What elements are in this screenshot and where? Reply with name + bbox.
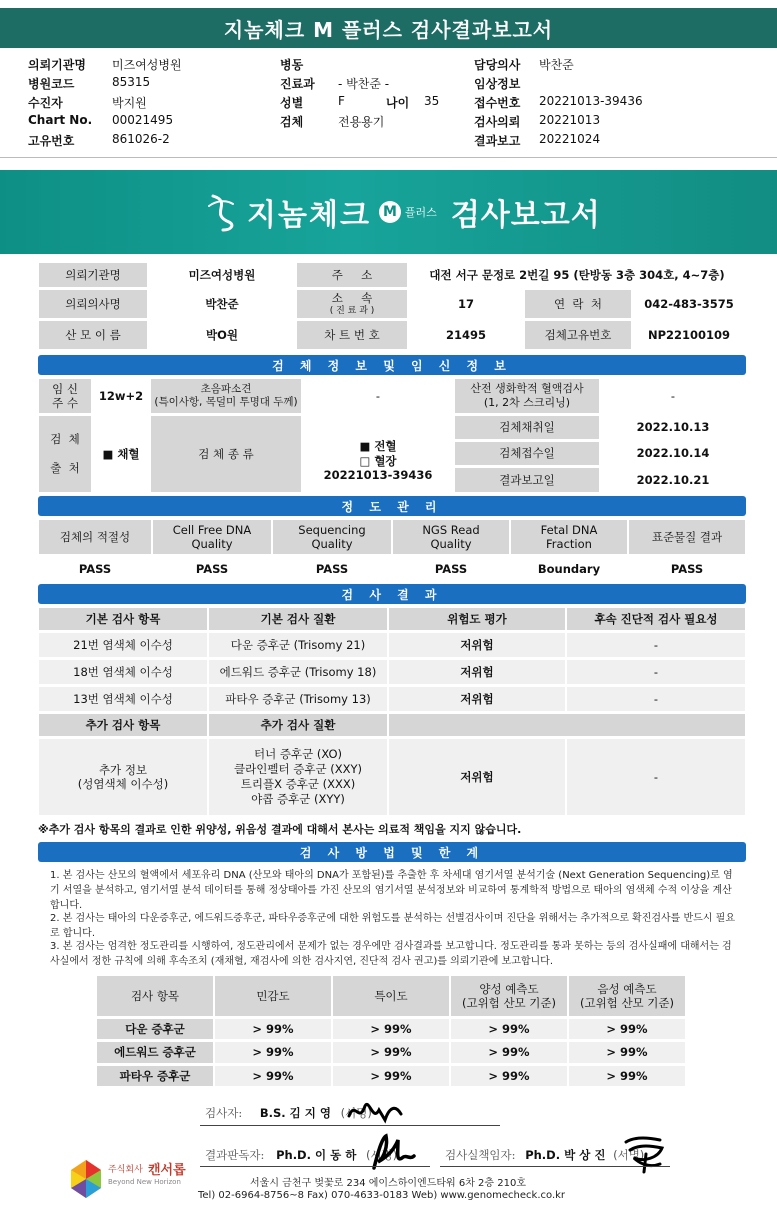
label-age: 나이 <box>386 96 410 110</box>
perf-npv-down: > 99% <box>568 1018 686 1040</box>
perf-header-specificity: 특이도 <box>332 975 450 1017</box>
banner-title: 검사보고서 <box>450 198 601 233</box>
value-affiliation: 17 <box>408 289 524 319</box>
label-chart-no: Chart No. <box>28 113 93 127</box>
result-header-risk: 위험도 평가 <box>388 607 566 631</box>
label-affiliation-sub: ( 진 료 과 ) <box>329 305 375 316</box>
perf-spec-edwards: > 99% <box>332 1041 450 1064</box>
result-item-21: 21번 염색체 이수성 <box>38 632 208 658</box>
qc-value-fetal-fraction: Boundary <box>510 556 628 582</box>
sign-reviewer-tail: (서명) <box>365 1148 398 1162</box>
perf-npv-edwards: > 99% <box>568 1041 686 1064</box>
label-affiliation <box>296 289 408 319</box>
section-specimen-info: 검 체 정 보 및 임 신 정 보 <box>38 355 746 375</box>
value-request-date: 20221013 <box>539 113 601 127</box>
perf-sens-down: > 99% <box>214 1018 332 1040</box>
perf-item-patau: 파타우 증후군 <box>96 1065 214 1087</box>
result-risk-21: 저위험 <box>388 632 566 658</box>
label-collection-date: 검체채취일 <box>454 415 600 440</box>
value-sex: F <box>338 94 345 108</box>
result-item-18: 18번 염색체 이수성 <box>38 659 208 685</box>
sign-tester-line <box>200 1125 500 1126</box>
label-request-date: 검사의뢰 <box>474 115 521 129</box>
section-quality-control: 정 도 관 리 <box>38 496 746 516</box>
value-report-date: 20221024 <box>539 132 601 146</box>
patient-info <box>28 56 768 152</box>
result-disease-13: 파타우 증후군 (Trisomy 13) <box>208 686 388 712</box>
banner <box>0 170 777 254</box>
label-ultrasound: 초음파소견 (특이사항, 목덜미 투명대 두께) <box>150 378 302 414</box>
label-doctor-name: 의뢰의사명 <box>38 289 148 319</box>
label-affiliation-main: 소 속 <box>331 291 373 306</box>
value-institution-name: 미즈여성병원 <box>148 262 296 288</box>
perf-header-item: 검사 항목 <box>96 975 214 1017</box>
sign-director-tail: (서명) <box>613 1148 645 1162</box>
additional-diseases: 터너 증후군 (XO) 클라인펠터 증후군 (XXY) 트리플X 증후군 (XXX) 야콥 증후군 (XYY) <box>208 738 388 816</box>
label-doctor: 담당의사 <box>474 58 521 72</box>
result-risk-13: 저위험 <box>388 686 566 712</box>
qc-header-fetal-fraction: Fetal DNA Fraction <box>510 519 628 555</box>
perf-header-sensitivity: 민감도 <box>214 975 332 1017</box>
label-specimen-id: 검체고유번호 <box>524 320 632 350</box>
label-institution-name: 의뢰기관명 <box>38 262 148 288</box>
value-screening: - <box>600 378 746 414</box>
section-results: 검 사 결 과 <box>38 584 746 604</box>
value-specimen: 전용용기 <box>338 115 385 129</box>
report-title: 지놈체크 M 플러스 검사결과보고서 <box>0 8 777 48</box>
value-gestational-age: 12w+2 <box>92 378 150 414</box>
sign-tester-tail: (서명) <box>340 1106 372 1120</box>
label-clinical-info: 임상정보 <box>474 77 521 91</box>
cancerrop-logo-icon <box>68 1158 104 1200</box>
sign-reviewer-label: 결과판독자: <box>205 1148 265 1162</box>
result-risk-18: 저위험 <box>388 659 566 685</box>
label-receipt-no: 접수번호 <box>474 96 521 110</box>
sign-tester-name: B.S. 김 지 영 <box>259 1106 331 1120</box>
company-tagline: Beyond New Horizon <box>108 1178 181 1186</box>
perf-ppv-edwards: > 99% <box>450 1041 568 1064</box>
perf-spec-down: > 99% <box>332 1018 450 1040</box>
sign-tester-label: 검사자: <box>205 1106 243 1120</box>
qc-header-adequacy: 검체의 적절성 <box>38 519 152 555</box>
result-header-followup: 후속 진단적 검사 필요성 <box>566 607 746 631</box>
label-specimen-source: 검 체 출 처 <box>38 415 92 493</box>
label-ward: 병동 <box>280 58 304 72</box>
value-institution: 미즈여성병원 <box>112 58 182 72</box>
type-plasma: □ 혈장 <box>359 453 397 468</box>
company-contact: Tel) 02-6964-8756~8 Fax) 070-4633-0183 Web) www.genomecheck.co.kr <box>198 1190 566 1201</box>
label-specimen-type: 검 체 종 류 <box>150 415 302 493</box>
additional-header-blank <box>388 713 746 737</box>
sign-reviewer-name: Ph.D. 이 동 하 <box>276 1148 357 1162</box>
result-followup-13: - <box>566 686 746 712</box>
company-small: 주식회사 <box>108 1165 143 1175</box>
value-chart-number: 21495 <box>408 320 524 350</box>
label-institution: 의뢰기관명 <box>28 58 86 72</box>
label-screening: 산전 생화학적 혈액검사 (1, 2차 스크리닝) <box>454 378 600 414</box>
company-logo <box>68 1158 188 1200</box>
value-unique-no: 861026-2 <box>112 132 170 146</box>
perf-spec-patau: > 99% <box>332 1065 450 1087</box>
result-disease-18: 에드워드 증후군 (Trisomy 18) <box>208 659 388 685</box>
label-mother-name: 산 모 이 름 <box>38 320 148 350</box>
result-disease-21: 다운 증후군 (Trisomy 21) <box>208 632 388 658</box>
value-chart-no: 00021495 <box>112 113 174 127</box>
label-address: 주 소 <box>296 262 408 288</box>
type-whole-blood: ■ 전혈 <box>359 439 397 454</box>
label-report-date: 결과보고 <box>474 134 521 148</box>
signature-director <box>620 1134 670 1174</box>
signature-tester <box>345 1096 405 1128</box>
banner-logo <box>205 190 601 234</box>
perf-header-npv: 음성 예측도 (고위험 산모 기준) <box>568 975 686 1017</box>
label-sex: 성별 <box>280 96 304 110</box>
label-result-date: 결과보고일 <box>454 467 600 493</box>
value-doctor-name: 박찬준 <box>148 289 296 319</box>
label-unique-no: 고유번호 <box>28 134 75 148</box>
additional-followup: - <box>566 738 746 816</box>
perf-npv-patau: > 99% <box>568 1065 686 1087</box>
label-specimen: 검체 <box>280 115 304 129</box>
sign-director <box>445 1147 644 1163</box>
result-followup-18: - <box>566 659 746 685</box>
company-address: 서울시 금천구 벚꽃로 234 에이스하이엔드타워 6차 2층 210호 <box>250 1178 527 1189</box>
banner-plus: 플러스 <box>404 206 437 219</box>
label-contact: 연 락 처 <box>524 289 632 319</box>
qc-value-ngs: PASS <box>392 556 510 582</box>
additional-header-disease: 추가 검사 질환 <box>208 713 388 737</box>
sign-reviewer-line <box>200 1166 430 1167</box>
label-department: 진료과 <box>280 77 315 91</box>
qc-header-sequencing: Sequencing Quality <box>272 519 392 555</box>
method-2: 2. 본 검사는 태아의 다운증후군, 에드워드증후군, 파타우증후군에 대한 위험도를 분석하는 선별검사이며 진단을 위해서는 추가적으로 확진검사를 반드시 필요로 합니다. <box>50 913 735 939</box>
value-doctor: 박찬준 <box>539 58 574 72</box>
qc-value-adequacy: PASS <box>38 556 152 582</box>
label-patient: 수진자 <box>28 96 63 110</box>
value-ultrasound: - <box>302 378 454 414</box>
section-methods: 검 사 방 법 및 한 계 <box>38 842 746 862</box>
value-result-date: 2022.10.21 <box>600 467 746 493</box>
value-specimen-id: NP22100109 <box>632 320 746 350</box>
perf-item-edwards: 에드워드 증후군 <box>96 1041 214 1064</box>
value-receipt-no: 20221013-39436 <box>539 94 643 108</box>
qc-value-sequencing: PASS <box>272 556 392 582</box>
label-hospital-code: 병원코드 <box>28 77 75 91</box>
disclaimer: ※추가 검사 항목의 결과로 인한 위양성, 위음성 결과에 대해서 본사는 의료적 책임을 지지 않습니다. <box>38 823 522 836</box>
qc-value-cfdna: PASS <box>152 556 272 582</box>
sign-director-name: Ph.D. 박 상 진 <box>525 1148 606 1162</box>
method-3: 3. 본 검사는 엄격한 정도관리를 시행하여, 정도관리에서 문제가 없는 경우에만 검사결과를 보고합니다. 정도관리를 통과 못하는 등의 검사실패에 대해서는 검사실에서 정한 규칙에 의해 후속조치 (재채혈, 재검사에 의한 검사지연, 진단적 검사 권고)를 의뢰기관에 보고합니다. <box>50 941 732 967</box>
dna-icon <box>205 192 239 232</box>
result-header-disease: 기본 검사 질환 <box>208 607 388 631</box>
label-chart-number: 차 트 번 호 <box>296 320 408 350</box>
additional-item: 추가 정보 (성염색체 이수성) <box>38 738 208 816</box>
sign-director-line <box>440 1166 670 1167</box>
value-specimen-source: ■ 채혈 <box>92 415 150 493</box>
type-id: 20221013-39436 <box>323 468 433 483</box>
value-collection-date: 2022.10.13 <box>600 415 746 440</box>
value-address: 대전 서구 문정로 2번길 95 (탄방동 3층 304호, 4~7층) <box>408 262 746 288</box>
value-department: - 박찬준 - <box>338 77 390 91</box>
perf-header-ppv: 양성 예측도 (고위험 산모 기준) <box>450 975 568 1017</box>
result-header-item: 기본 검사 항목 <box>38 607 208 631</box>
perf-ppv-patau: > 99% <box>450 1065 568 1087</box>
divider <box>0 157 777 158</box>
value-age: 35 <box>424 94 440 108</box>
result-followup-21: - <box>566 632 746 658</box>
qc-value-standard: PASS <box>628 556 746 582</box>
perf-sens-patau: > 99% <box>214 1065 332 1087</box>
label-receipt-date: 검체접수일 <box>454 441 600 466</box>
value-patient: 박지원 <box>112 96 147 110</box>
perf-item-down: 다운 증후군 <box>96 1018 214 1040</box>
result-item-13: 13번 염색체 이수성 <box>38 686 208 712</box>
method-1: 1. 본 검사는 산모의 혈액에서 세포유리 DNA (산모와 태아의 DNA가 포함된)를 추출한 후 차세대 염기서열 분석기술 (Next Generation Sequencing)로 염기 서열을 분석하고, 염기서열 분석 데이터를 통해 정상태아를 가진 산모의 염기서열 분석정보와 비교하여 통계학적 방법으로 태아의 염색체 수적 이상을 계산합니다. <box>50 870 733 911</box>
banner-m-badge: M <box>379 201 401 223</box>
banner-brand: 지놈체크 <box>247 198 371 233</box>
additional-header-item: 추가 검사 항목 <box>38 713 208 737</box>
value-mother-name: 박O원 <box>148 320 296 350</box>
perf-ppv-down: > 99% <box>450 1018 568 1040</box>
label-gestational-age: 임 신 주 수 <box>38 378 92 414</box>
additional-risk: 저위험 <box>388 738 566 816</box>
sign-director-label: 검사실책임자: <box>445 1148 516 1162</box>
value-specimen-type <box>302 415 454 493</box>
perf-sens-edwards: > 99% <box>214 1041 332 1064</box>
company-name: 캔서롭 <box>148 1163 186 1178</box>
value-hospital-code: 85315 <box>112 75 151 89</box>
value-contact: 042-483-3575 <box>632 289 746 319</box>
qc-header-cfdna: Cell Free DNA Quality <box>152 519 272 555</box>
qc-header-standard: 표준물질 결과 <box>628 519 746 555</box>
value-receipt-date: 2022.10.14 <box>600 441 746 466</box>
qc-header-ngs: NGS Read Quality <box>392 519 510 555</box>
